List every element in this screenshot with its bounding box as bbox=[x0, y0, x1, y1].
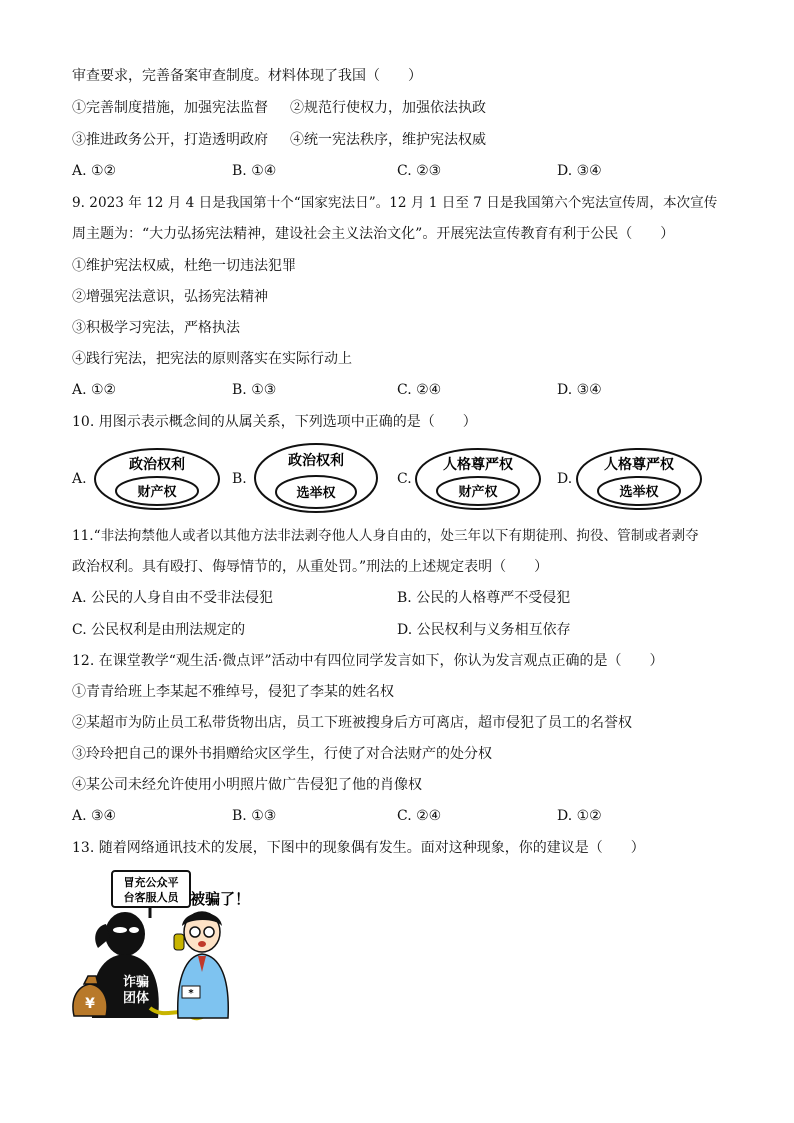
q11-option-d[interactable]: D. 公民权利与义务相互依存 bbox=[397, 622, 571, 638]
q10-option-a[interactable]: A. bbox=[72, 471, 87, 487]
q10-d-inner-label: 选举权 bbox=[619, 485, 659, 500]
q9-stem-line-2: 周主题为：“大力弘扬宪法精神，建设社会主义法治文化”。开展宪法宣传教育有利于公民（ ） bbox=[72, 226, 675, 242]
q10-d-outer-label: 人格尊严权 bbox=[604, 457, 674, 473]
cartoon-group-line-2: 团体 bbox=[122, 991, 150, 1006]
q9-option-a[interactable]: A. ①② bbox=[72, 382, 117, 398]
q8-option-c[interactable]: C. ②③ bbox=[397, 163, 442, 179]
q10-diagram-b bbox=[252, 441, 380, 519]
q10-option-d[interactable]: D. bbox=[557, 471, 573, 487]
q11-option-a[interactable]: A. 公民的人身自由不受非法侵犯 bbox=[72, 590, 274, 606]
q10-a-outer-label: 政治权利 bbox=[129, 457, 185, 473]
q12-statement-2: ②某超市为防止员工私带货物出店，员工下班被搜身后方可离店，超市侵犯了员工的名誉权 bbox=[72, 715, 632, 731]
q9-statement-2: ②增强宪法意识，弘扬宪法精神 bbox=[72, 289, 268, 305]
fraud-cartoon bbox=[70, 868, 260, 1023]
q9-option-b[interactable]: B. ①③ bbox=[232, 382, 277, 398]
victim-figure bbox=[174, 912, 228, 1018]
q10-stem: 10. 用图示表示概念间的从属关系，下列选项中正确的是（ ） bbox=[72, 414, 477, 430]
q8-option-b[interactable]: B. ①④ bbox=[232, 163, 277, 179]
q10-c-inner-label: 财产权 bbox=[458, 485, 498, 500]
q13-stem: 13. 随着网络通讯技术的发展，下图中的现象偶有发生。面对这种现象，你的建议是（ ） bbox=[72, 840, 645, 856]
q12-option-d[interactable]: D. ①② bbox=[557, 808, 602, 824]
money-bag-symbol: ¥ bbox=[85, 996, 95, 1012]
q10-diagram-d bbox=[574, 446, 704, 516]
q10-diagram-a bbox=[92, 446, 222, 516]
q12-statement-4: ④某公司未经允许使用小明照片做广告侵犯了他的肖像权 bbox=[72, 777, 422, 793]
cartoon-sign-line-1: 冒充公众平 bbox=[123, 876, 179, 889]
cartoon-star: * bbox=[188, 988, 194, 999]
q12-statement-1: ①青青给班上李某起不雅绰号，侵犯了李某的姓名权 bbox=[72, 684, 394, 700]
q8-option-d[interactable]: D. ③④ bbox=[557, 163, 602, 179]
q12-option-a[interactable]: A. ③④ bbox=[72, 808, 117, 824]
q9-option-d[interactable]: D. ③④ bbox=[557, 382, 602, 398]
q10-b-outer-label: 政治权利 bbox=[288, 453, 344, 469]
cartoon-sign-line-2: 台客服人员 bbox=[123, 891, 179, 904]
q10-diagram-c bbox=[413, 446, 543, 516]
q12-statement-3: ③玲玲把自己的课外书捐赠给灾区学生，行使了对合法财产的处分权 bbox=[72, 746, 492, 762]
q8-statement-4: ④统一宪法秩序，维护宪法权威 bbox=[290, 132, 486, 148]
q10-a-inner-label: 财产权 bbox=[137, 485, 177, 500]
q10-c-outer-label: 人格尊严权 bbox=[443, 457, 513, 473]
q12-option-b[interactable]: B. ①③ bbox=[232, 808, 277, 824]
q9-statement-1: ①维护宪法权威，杜绝一切违法犯罪 bbox=[72, 258, 296, 274]
q9-statement-4: ④践行宪法，把宪法的原则落实在实际行动上 bbox=[72, 351, 352, 367]
q8-statement-1: ①完善制度措施，加强宪法监督 bbox=[72, 100, 268, 116]
q8-option-a[interactable]: A. ①② bbox=[72, 163, 117, 179]
cartoon-group-line-1: 诈骗 bbox=[122, 975, 150, 990]
q10-option-b[interactable]: B. bbox=[232, 471, 247, 487]
cartoon-shout: 被骗了！ bbox=[189, 890, 251, 908]
q11-option-c[interactable]: C. 公民权利是由刑法规定的 bbox=[72, 622, 246, 638]
q12-stem: 12. 在课堂教学“观生活·微点评”活动中有四位同学发言如下，你认为发言观点正确的是（ ） bbox=[72, 653, 664, 669]
q11-option-b[interactable]: B. 公民的人格尊严不受侵犯 bbox=[397, 590, 571, 606]
q11-stem-line-2: 政治权利。具有殴打、侮辱情节的，从重处罚。”刑法的上述规定表明（ ） bbox=[72, 559, 549, 575]
q11-stem-line-1: 11.“非法拘禁他人或者以其他方法非法剥夺他人人身自由的，处三年以下有期徒刑、拘役、管制或者剥夺 bbox=[72, 528, 699, 544]
q9-option-c[interactable]: C. ②④ bbox=[397, 382, 442, 398]
q12-option-c[interactable]: C. ②④ bbox=[397, 808, 442, 824]
q10-option-c[interactable]: C. bbox=[397, 471, 412, 487]
q8-stem-tail: 审查要求，完善备案审查制度。材料体现了我国（ ） bbox=[72, 68, 422, 84]
q8-statement-2: ②规范行使权力，加强依法执政 bbox=[290, 100, 486, 116]
q8-statement-3: ③推进政务公开，打造透明政府 bbox=[72, 132, 268, 148]
q9-statement-3: ③积极学习宪法，严格执法 bbox=[72, 320, 240, 336]
q10-b-inner-label: 选举权 bbox=[296, 486, 336, 501]
q9-stem-line-1: 9. 2023 年 12 月 4 日是我国第十个“国家宪法日”。12 月 1 日至 7 日是我国第六个宪法宣传周，本次宣传 bbox=[72, 195, 718, 211]
